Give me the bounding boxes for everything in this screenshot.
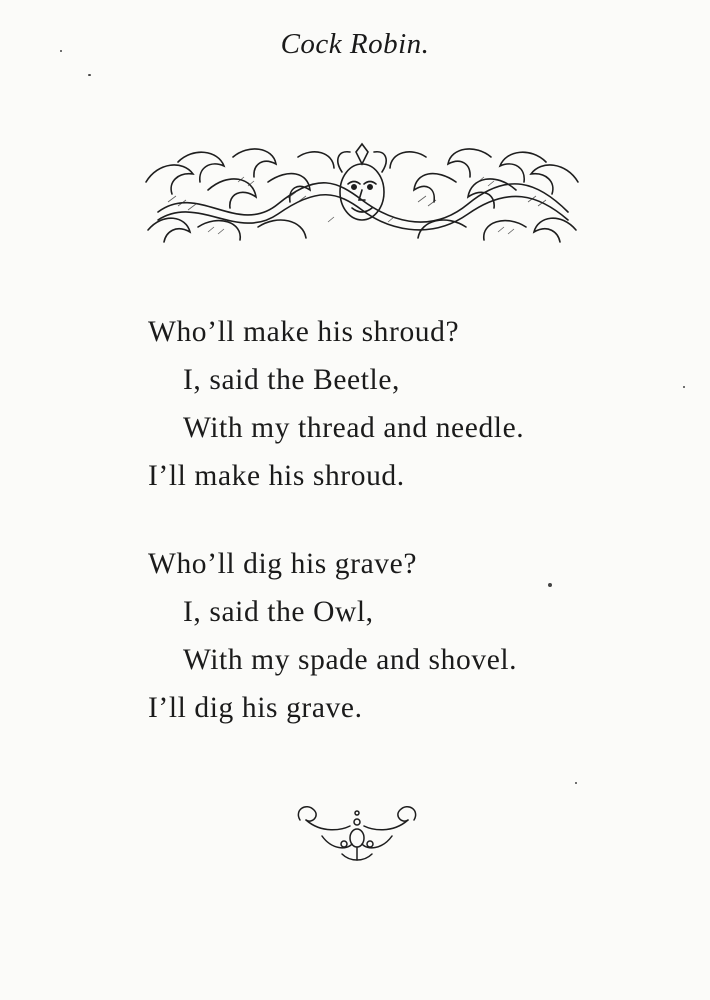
paper-speck (548, 583, 552, 587)
poem-line: Who’ll make his shroud? (148, 316, 460, 348)
paper-speck (683, 386, 685, 388)
poem-line: I, said the Beetle, (183, 364, 401, 396)
poem-line: I’ll dig his grave. (148, 692, 363, 724)
paper-speck (60, 50, 62, 52)
foliate-scroll-headpiece-icon (138, 142, 586, 246)
poem-line: Who’ll dig his grave? (148, 548, 418, 580)
poem-line: With my spade and shovel. (183, 644, 518, 676)
paper-speck (88, 74, 91, 76)
poem-line: I, said the Owl, (183, 596, 374, 628)
running-title: Cock Robin. (280, 28, 430, 60)
poem-line: I’ll make his shroud. (148, 460, 405, 492)
poem-line: With my thread and needle. (183, 412, 525, 444)
paper-speck (575, 782, 577, 784)
scroll-tailpiece-icon (292, 800, 422, 868)
